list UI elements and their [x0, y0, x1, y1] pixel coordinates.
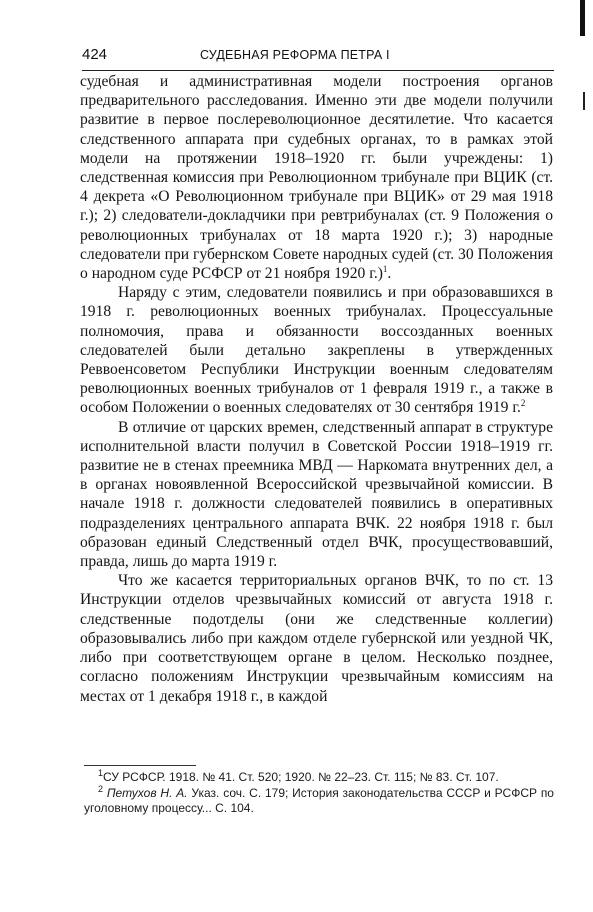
running-title: СУДЕБНАЯ РЕФОРМА ПЕТРА I — [200, 48, 390, 62]
footnote — [84, 770, 554, 786]
footnote-mark: 2 — [98, 783, 104, 794]
paragraph-text: В отличие от царских времен, следственный аппарат в структуре исполнительной власти получил в Советской России 1918–1919 гг. развитие не в стенах преемника МВД — Наркомата внутренних дел, а в органах новоявленной Всероссийской чрезвычайной комиссии. В начале 1918 г. должности следователей появились в оперативных подразделениях центрального аппарата ВЧК. 22 ноября 1918 г. был образован единый Следственный отдел ВЧК, просуществовавший, правда, лишь до марта 1919 г. — [80, 418, 553, 571]
paragraph — [80, 283, 553, 417]
footnote-text: СУ РСФСР. 1918. № 41. Ст. 520; 1920. № 22–23. Ст. 115; № 83. Ст. 107. — [103, 770, 499, 784]
footnote-rule — [84, 765, 196, 766]
footnote-mark: 1 — [98, 768, 104, 778]
header-rule — [82, 70, 554, 71]
paragraph-text: Что же касается территориальных органов ВЧК, то по ст. 13 Инструкции отделов чрезвычайных комиссий от августа 1918 г. следственные подотделы (они же следственные коллегии) образовывались либо при каждом отделе губернской или уездной ЧК, либо при соответствующем органе в целом. Несколько позднее, согласно положениям Инструкции чрезвычайным комиссиям на местах от 1 декабря 1918 г., в каждой — [80, 572, 553, 705]
paragraph — [80, 418, 553, 572]
paragraph — [80, 571, 553, 705]
paragraph: судебная и административная модели построения органов предварительного расследования. Именно эти две модели получили развитие в первое послереволюционное десятилетие. Что касается следственного аппарата при судебных органах, то в рамках этой модели на протяжении 1918–1920 гг. были учреждены: 1) следственная комиссия при Революционном трибунале при ВЦИК (ст. 4 декрета «О Революционном трибунале при ВЦИК» от 29 мая 1918 г.); 2) следователи-докладчики при ревтрибуналах (ст. 9 Положения о революционных трибуналах от 18 марта 1920 г.); 3) народные следователи при губернском Совете народных судей (ст. 30 Положения о народном суде РСФСР от 21 ноября 1920 г.)$^1$. — [80, 73, 553, 283]
footnotes — [84, 770, 554, 817]
body-text — [80, 72, 553, 706]
page-number: 424 — [82, 46, 108, 63]
footnote-author: Петухов Н. А. — [106, 785, 188, 800]
footnote-ref: 1 — [382, 263, 388, 274]
paragraph-text: Наряду с этим, следователи появились и при образовавшихся в 1918 г. революционных военных трибуналах. Процессуальные полномочия, права и обязанности воссозданных военных следователей были детально закреплены в утвержденных Реввоенсоветом Республики Инструкции военным следователям революционных военных трибуналов от 1 февраля 1919 г., а также в особом Положении о военных следователях от 30 сентября 1919 г. — [80, 284, 553, 417]
paragraph-text: судебная и административная модели построения органов предварительного расследования. Именно эти две модели получили развитие в первое послереволюционное десятилетие. Что касается следственного аппарата при судебных органах, то в рамках этой модели на протяжении 1918–1920 гг. были учреждены: 1) следственная комиссия при Революционном трибунале при ВЦИК (ст. 4 декрета «О Революционном трибунале при ВЦИК» от 29 мая 1918 г.); 2) следователи-докладчики при ревтрибуналах (ст. 9 Положения о революционных трибуналах от 18 марта 1920 г.); 3) народные следователи при губернском Совете народных судей (ст. 30 Положения о народном суде РСФСР от 21 ноября 1920 г.) — [80, 73, 553, 283]
scan-margin-mark — [583, 92, 585, 110]
footnote-ref: 2 — [520, 398, 526, 409]
page-header — [82, 44, 552, 68]
footnote — [84, 783, 554, 817]
footnote-text: Указ. соч. С. 179; История законодательства СССР и РСФСР по уголовному процессу... С. 104. — [84, 785, 554, 815]
scan-margin-mark — [580, 0, 585, 36]
